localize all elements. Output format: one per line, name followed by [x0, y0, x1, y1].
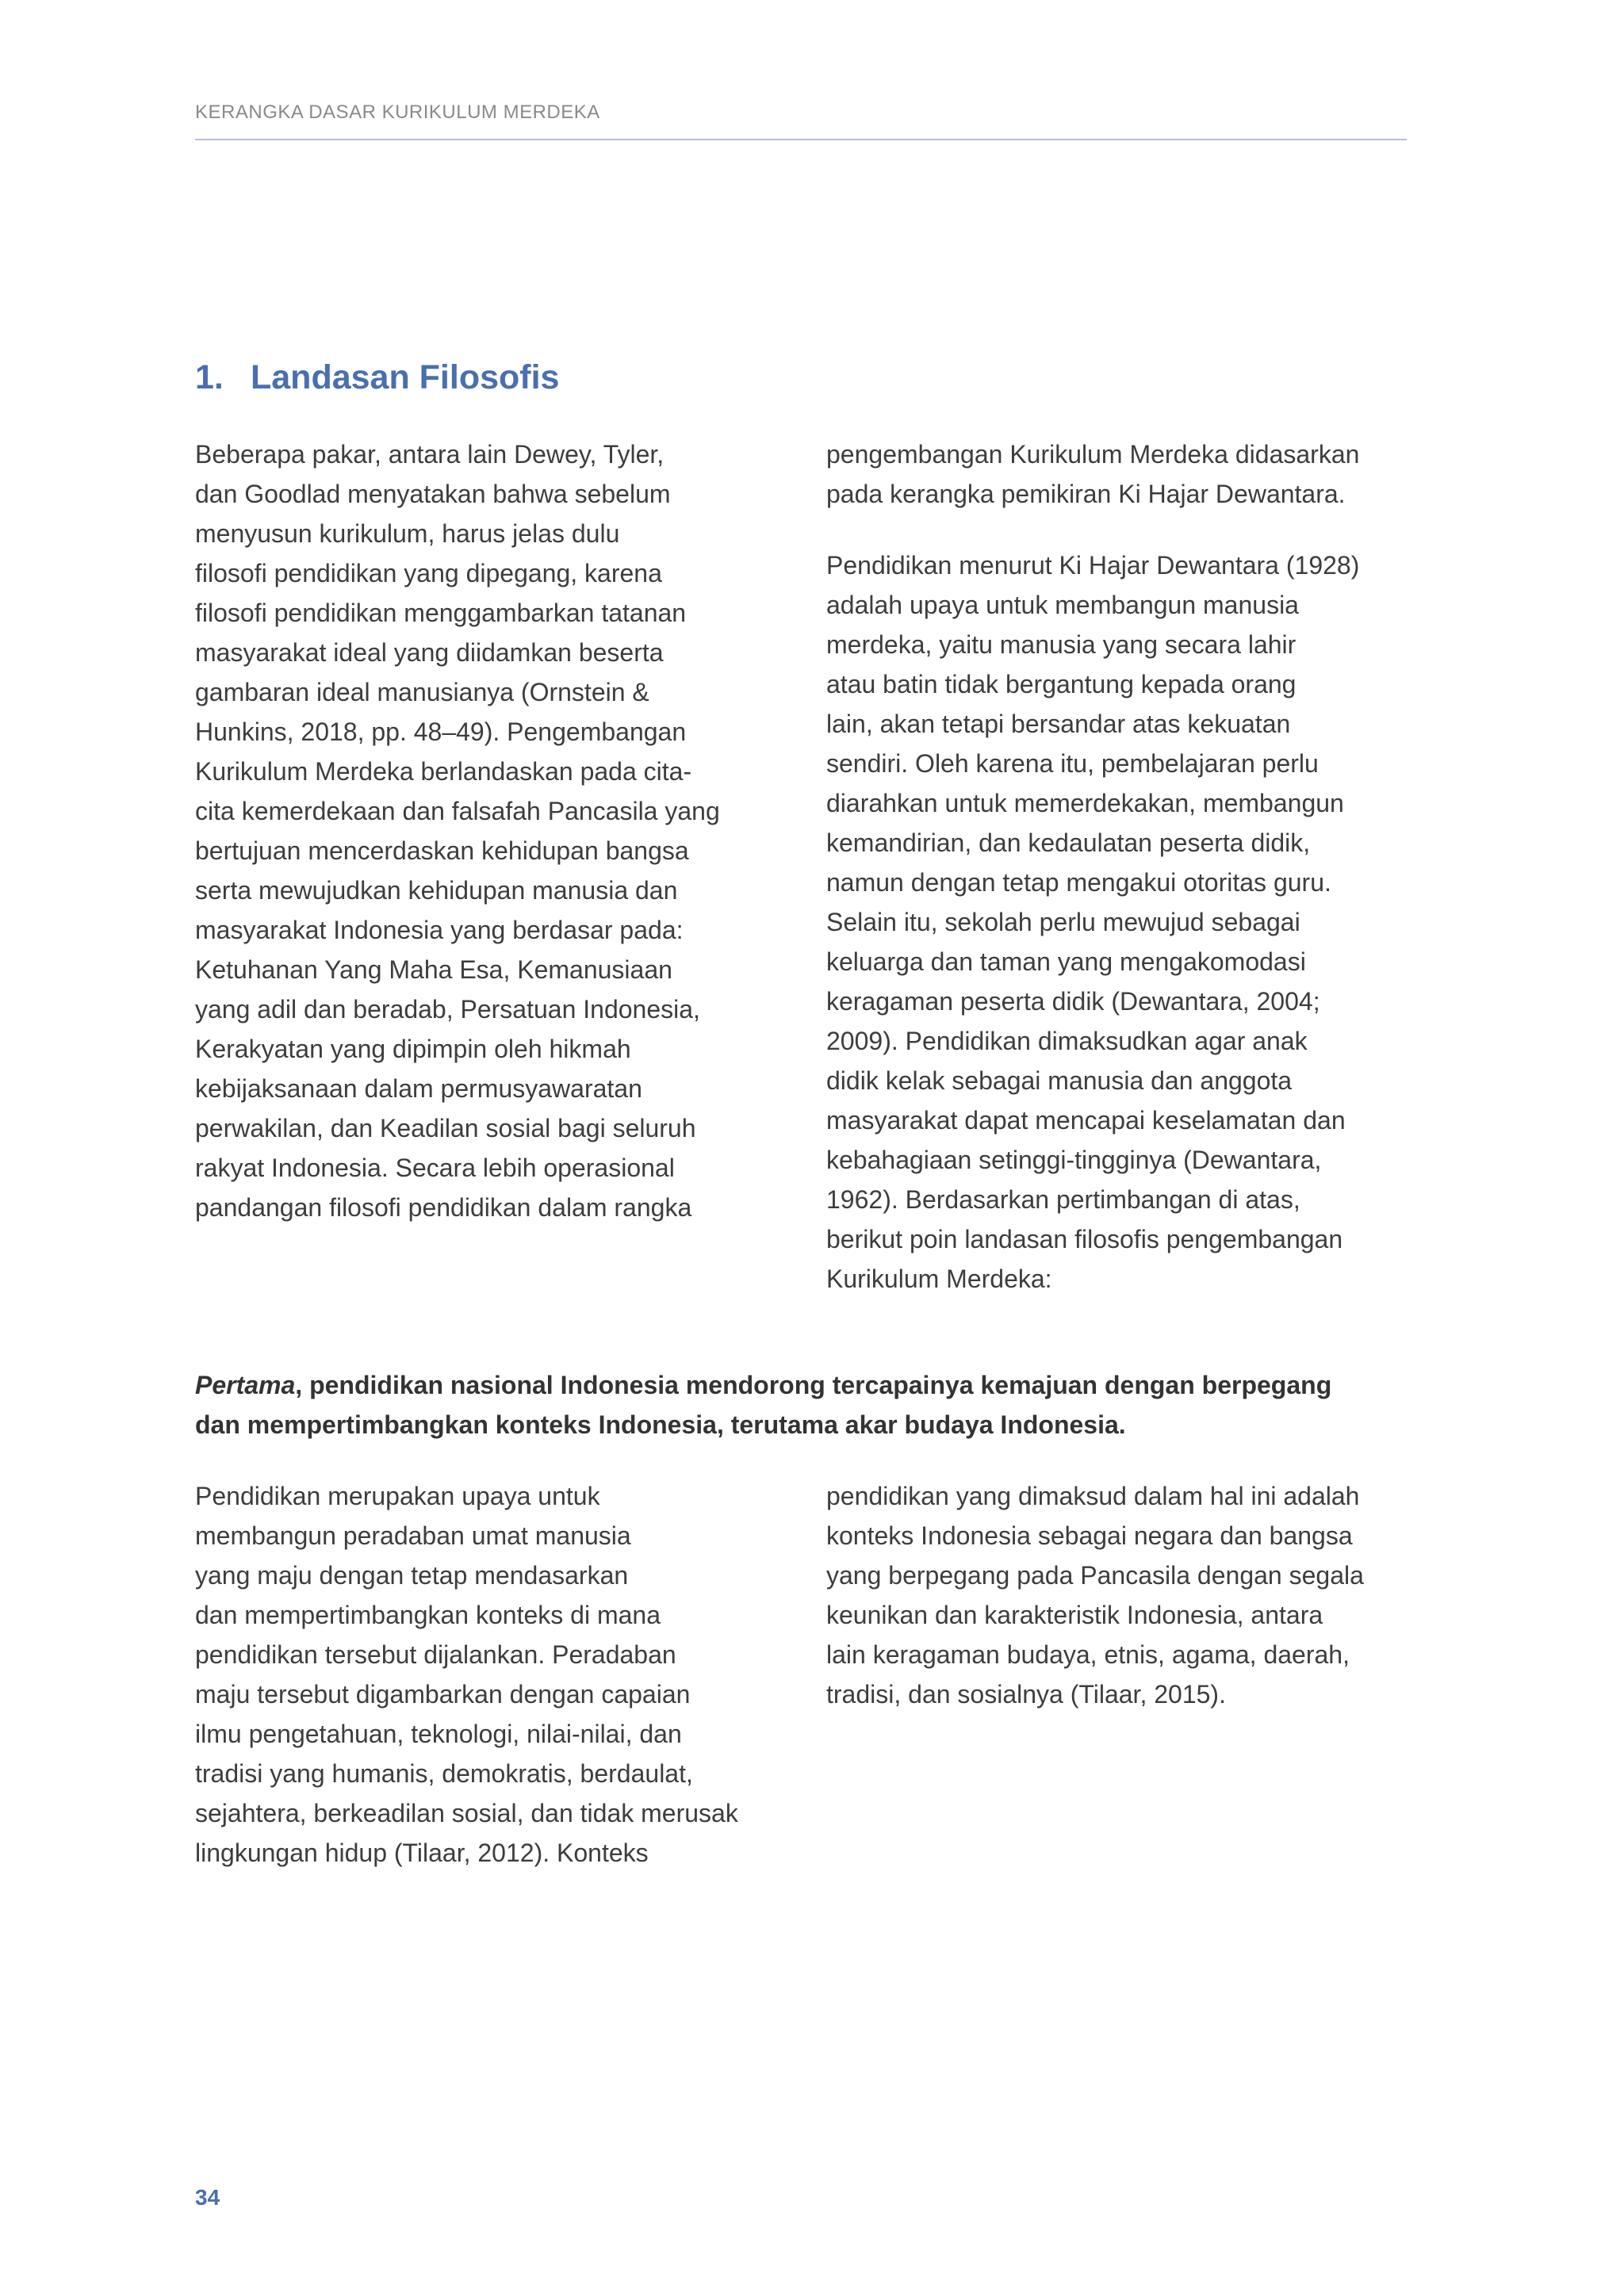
header-divider [195, 139, 1407, 140]
text-line: sejahtera, berkeadilan sosial, dan tidak merusak [195, 1799, 738, 1827]
text-line: 1962). Berdasarkan pertimbangan di atas, [826, 1185, 1300, 1214]
text-line: gambaran ideal manusianya (Ornstein & [195, 678, 649, 706]
text-line: keragaman peserta didik (Dewantara, 2004; [826, 987, 1320, 1016]
text-line: menyusun kurikulum, harus jelas dulu [195, 519, 620, 548]
text-line: 2009). Pendidikan dimaksudkan agar anak [826, 1027, 1308, 1055]
text-line: membangun peradaban umat manusia [195, 1521, 631, 1550]
text-line: didik kelak sebagai manusia dan anggota [826, 1066, 1293, 1095]
text-line: lain, akan tetapi bersandar atas kekuatan [826, 710, 1291, 738]
text-line: dan Goodlad menyatakan bahwa sebelum [195, 480, 671, 508]
paragraph [195, 1476, 782, 1873]
paragraph [826, 545, 1413, 1299]
text-line: pendidikan yang dimaksud dalam hal ini adalah [826, 1482, 1360, 1510]
text-line: Beberapa pakar, antara lain Dewey, Tyler, [195, 440, 665, 469]
text-line: Hunkins, 2018, pp. 48–49). Pengembangan [195, 718, 687, 746]
text-line: diarahkan untuk memerdekakan, membangun [826, 789, 1344, 817]
text-line: tradisi yang humanis, demokratis, berdaulat, [195, 1759, 693, 1788]
text-line: lain keragaman budaya, etnis, agama, daerah, [826, 1640, 1350, 1669]
text-line: serta mewujudkan kehidupan manusia dan [195, 876, 678, 905]
text-line: masyarakat Indonesia yang berdasar pada: [195, 916, 684, 944]
text-line: yang maju dengan tetap mendasarkan [195, 1561, 629, 1590]
text-line: lingkungan hidup (Tilaar, 2012). Konteks [195, 1839, 649, 1867]
text-line: rakyat Indonesia. Secara lebih operasional [195, 1154, 675, 1182]
text-line: keunikan dan karakteristik Indonesia, antara [826, 1601, 1323, 1629]
text-line: kemandirian, dan kedaulatan peserta didik, [826, 828, 1311, 857]
text-line: filosofi pendidikan yang dipegang, karena [195, 559, 662, 587]
text-line: Selain itu, sekolah perlu mewujud sebagai [826, 908, 1300, 936]
principle-column-right [826, 1476, 1413, 1714]
section-title: Landasan Filosofis [251, 358, 560, 396]
text-line: kebahagiaan setinggi-tingginya (Dewantara, [826, 1146, 1322, 1174]
paragraph [826, 1476, 1413, 1714]
page-number: 34 [195, 2185, 220, 2210]
text-line: Ketuhanan Yang Maha Esa, Kemanusiaan [195, 955, 672, 984]
text-line: Kerakyatan yang dipimpin oleh hikmah [195, 1035, 631, 1063]
text-line: Pendidikan menurut Ki Hajar Dewantara (1928) [826, 551, 1360, 580]
paragraph [826, 434, 1413, 514]
text-line: perwakilan, dan Keadilan sosial bagi seluruh [195, 1114, 696, 1142]
text-line: filosofi pendidikan menggambarkan tatanan [195, 599, 687, 627]
text-line: masyarakat dapat mencapai keselamatan dan [826, 1106, 1346, 1135]
text-line: Pendidikan merupakan upaya untuk [195, 1482, 600, 1510]
text-line: namun dengan tetap mengakui otoritas guru. [826, 868, 1331, 897]
text-line: keluarga dan taman yang mengakomodasi [826, 947, 1306, 976]
text-line: pandangan filosofi pendidikan dalam rangka [195, 1193, 692, 1222]
text-line: atau batin tidak bergantung kepada orang [826, 670, 1297, 698]
section-heading [195, 358, 559, 397]
principle-column-left [195, 1476, 782, 1873]
text-line: berikut poin landasan filosofis pengembangan [826, 1225, 1343, 1253]
text-line: masyarakat ideal yang diidamkan beserta [195, 638, 664, 667]
principle-text-line-2: dan mempertimbangkan konteks Indonesia, terutama akar budaya Indonesia. [195, 1410, 1126, 1439]
text-line: pendidikan tersebut dijalankan. Peradaban [195, 1640, 676, 1669]
intro-column-left [195, 434, 782, 1227]
text-line: yang adil dan beradab, Persatuan Indonesia, [195, 995, 700, 1024]
text-line: pada kerangka pemikiran Ki Hajar Dewantara. [826, 480, 1346, 508]
principle-text-line-1: , pendidikan nasional Indonesia mendorong tercapainya kemajuan dengan berpegang [295, 1371, 1332, 1399]
text-line: pengembangan Kurikulum Merdeka didasarkan [826, 440, 1360, 469]
text-line: merdeka, yaitu manusia yang secara lahir [826, 630, 1297, 659]
text-line: tradisi, dan sosialnya (Tilaar, 2015). [826, 1680, 1226, 1709]
text-line: dan mempertimbangkan konteks di mana [195, 1601, 661, 1629]
principle-statement [195, 1365, 1408, 1445]
text-line: sendiri. Oleh karena itu, pembelajaran perlu [826, 749, 1319, 778]
text-line: cita kemerdekaan dan falsafah Pancasila yang [195, 797, 720, 825]
running-header: KERANGKA DASAR KURIKULUM MERDEKA [195, 101, 600, 123]
text-line: bertujuan mencerdaskan kehidupan bangsa [195, 836, 689, 865]
text-line: maju tersebut digambarkan dengan capaian [195, 1680, 691, 1709]
text-line: kebijaksanaan dalam permusyawaratan [195, 1074, 642, 1103]
text-line: Kurikulum Merdeka berlandaskan pada cita- [195, 757, 692, 786]
intro-column-right [826, 434, 1413, 1299]
text-line: konteks Indonesia sebagai negara dan bangsa [826, 1521, 1353, 1550]
text-line: adalah upaya untuk membangun manusia [826, 591, 1299, 619]
paragraph [195, 434, 782, 1227]
section-number: 1. [195, 358, 224, 396]
text-line: Kurikulum Merdeka: [826, 1265, 1052, 1293]
text-line: yang berpegang pada Pancasila dengan segala [826, 1561, 1364, 1590]
text-line: ilmu pengetahuan, teknologi, nilai-nilai, dan [195, 1720, 682, 1748]
principle-lead: Pertama [195, 1371, 296, 1399]
